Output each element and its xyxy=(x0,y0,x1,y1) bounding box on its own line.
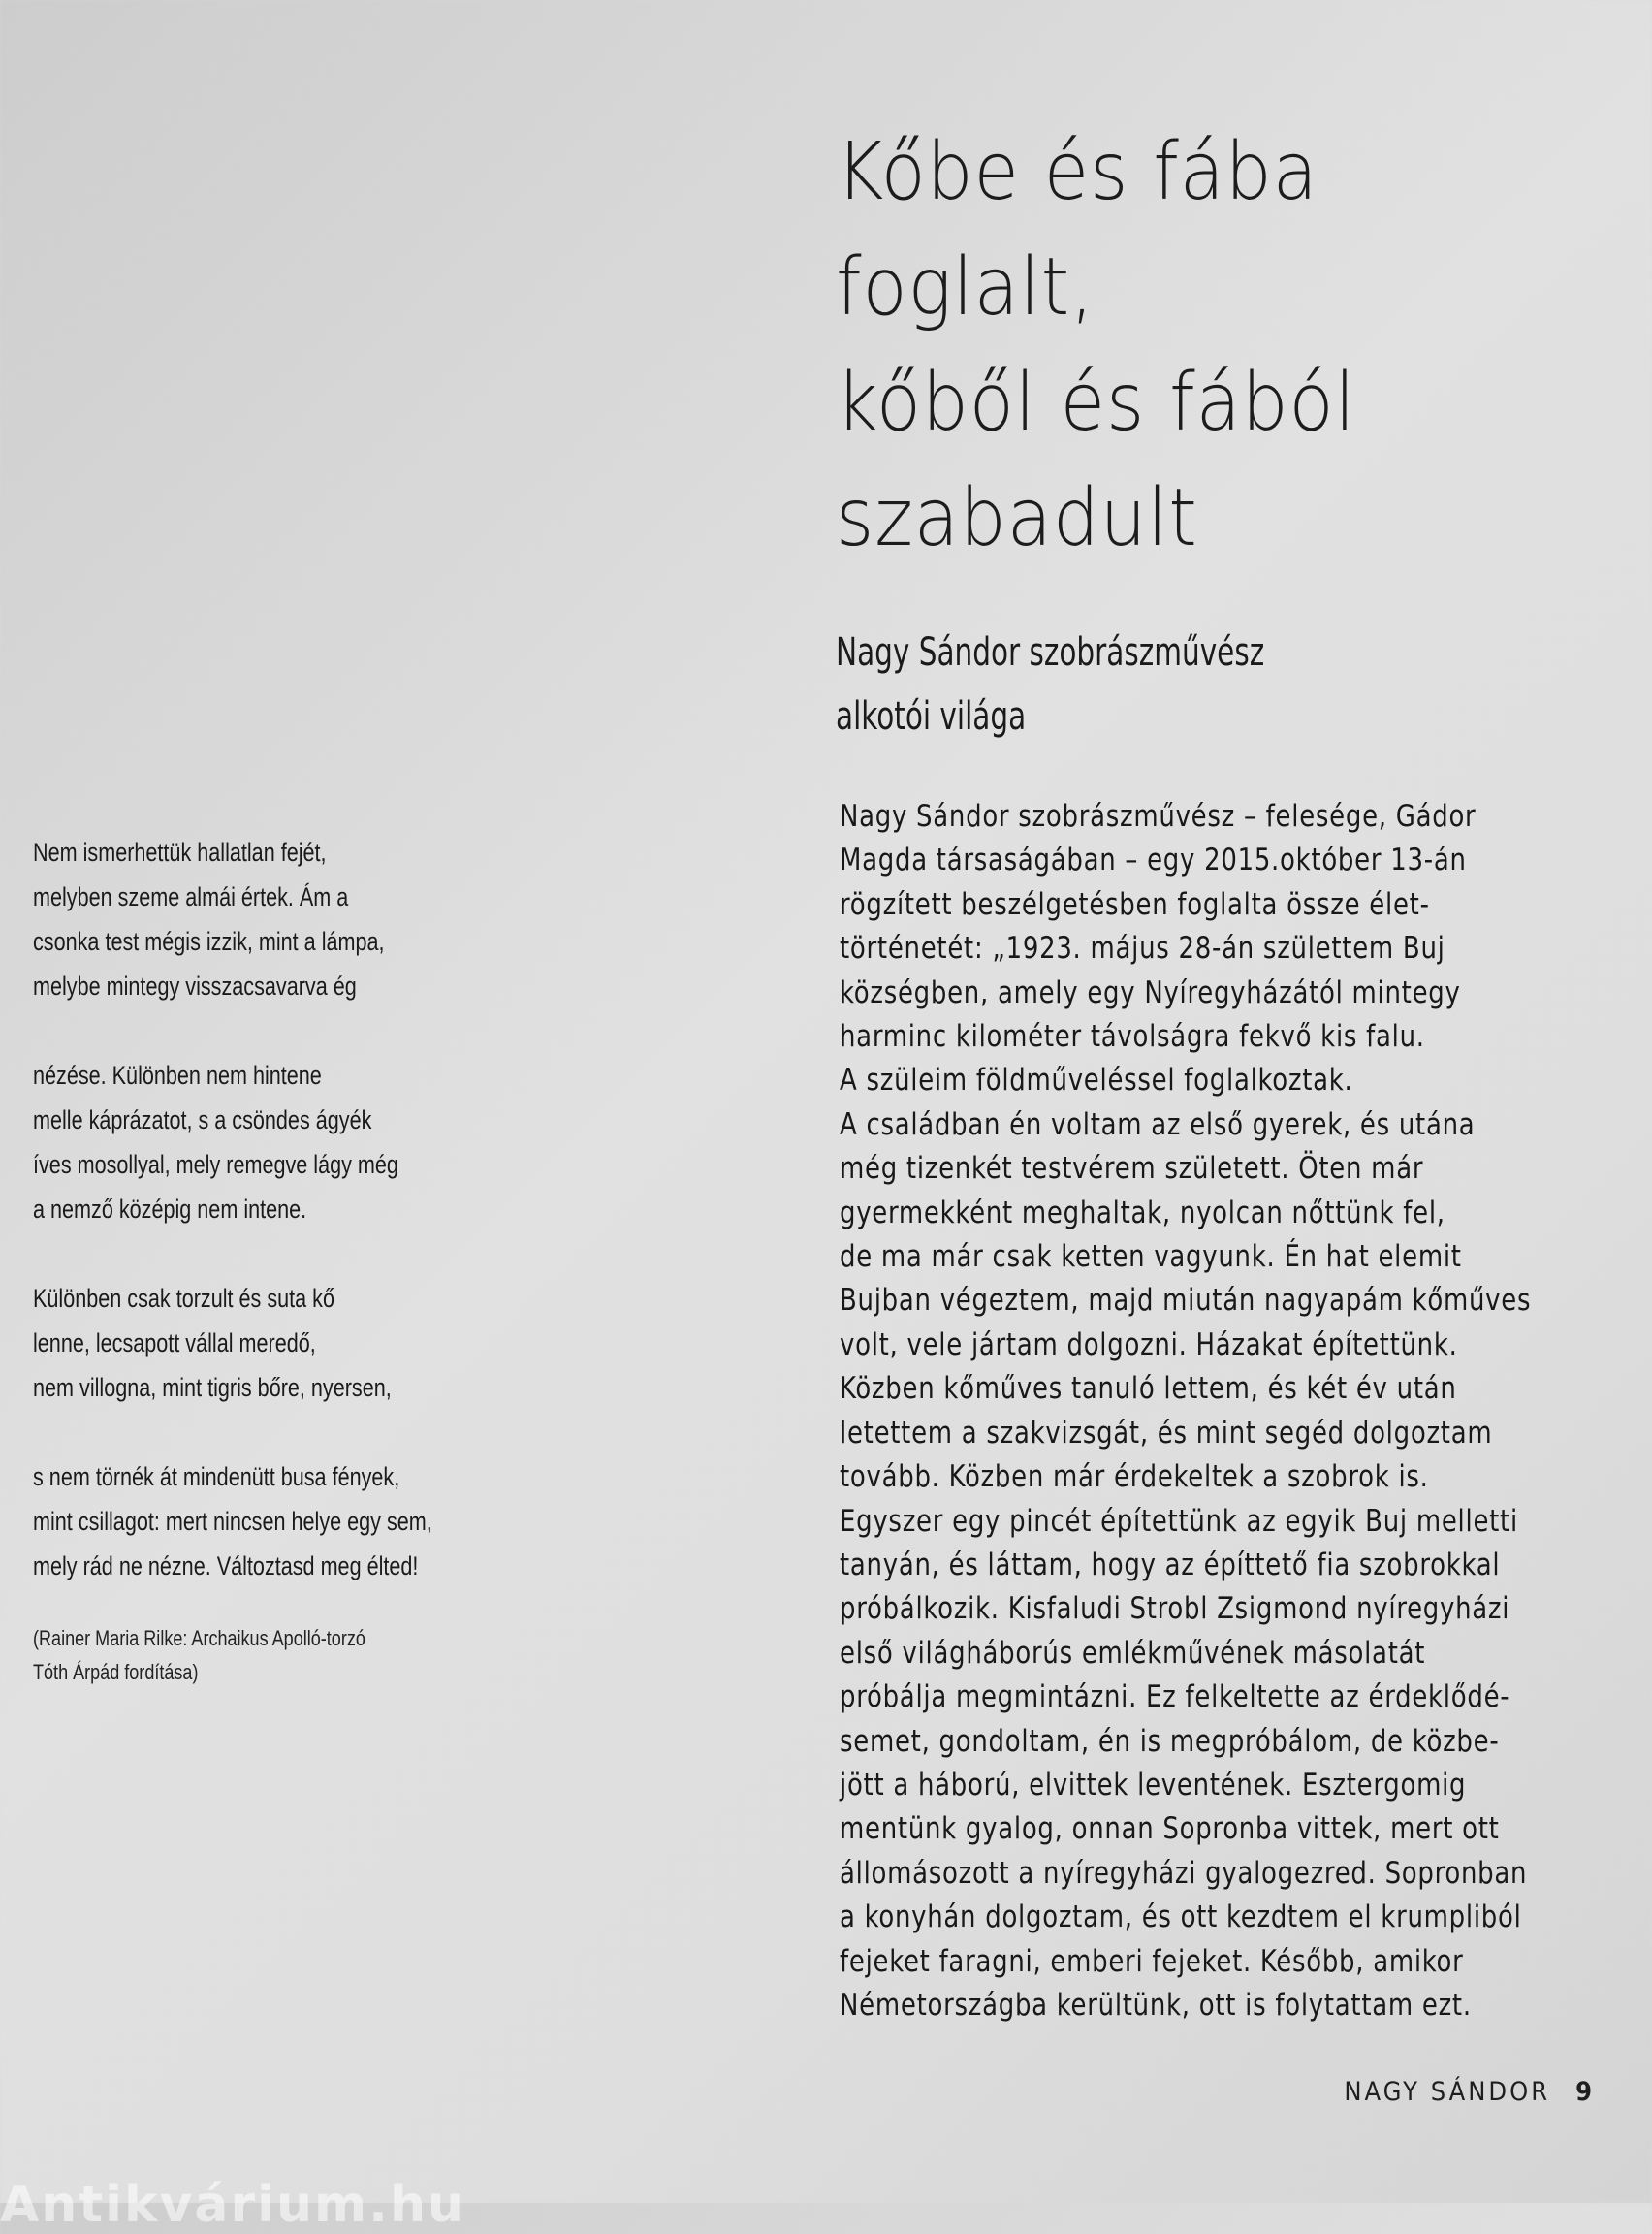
body-line: állomásozott a nyíregyházi gyalogezred. Sopronban xyxy=(840,1855,1528,1891)
body-line: semet, gondoltam, én is megpróbálom, de közbe- xyxy=(840,1723,1500,1759)
poem-line: mely rád ne nézne. Változtasd meg élted! xyxy=(33,1551,419,1580)
body-line: Bujban végeztem, majd miután nagyapám kőműves xyxy=(840,1283,1532,1319)
watermark: Antikvárium.hu xyxy=(0,2176,465,2234)
poem-stanza xyxy=(33,1276,421,1410)
poem-line: lenne, lecsapott vállal meredő, xyxy=(33,1328,316,1357)
poem-line: íves mosollyal, mely remegve lágy még xyxy=(33,1150,398,1179)
title-line: kőből és fából xyxy=(836,357,1356,449)
poem-credit xyxy=(33,1621,430,1689)
poem-stanza xyxy=(33,1053,421,1231)
title-line: szabadult xyxy=(836,472,1198,564)
body-line: a konyhán dolgoztam, és ott kezdtem el krumpliból xyxy=(840,1899,1522,1935)
body-line: letettem a szakvizsgát, és mint segéd dolgoztam xyxy=(840,1415,1493,1451)
body-line: mentünk gyalog, onnan Sopronba vittek, mert ott xyxy=(840,1811,1500,1847)
subtitle-line: alkotói világa xyxy=(836,694,1027,739)
body-line: első világháborús emlékművének másolatát xyxy=(840,1635,1426,1671)
body-line: A szüleim földműveléssel foglalkoztak. xyxy=(840,1063,1353,1099)
poem-line: nem villogna, mint tigris bőre, nyersen, xyxy=(33,1373,392,1402)
poem-line: mint csillagot: mert nincsen helye egy sem, xyxy=(33,1507,432,1536)
body-line: tanyán, és láttam, hogy az építtető fia szobrokkal xyxy=(840,1547,1501,1582)
poem-line: Nem ismerhettük hallatlan fejét, xyxy=(33,838,327,867)
body-line: rögzített beszélgetésben foglalta össze élet- xyxy=(840,886,1430,922)
body-line: fejeket faragni, emberi fejeket. Később, amikor xyxy=(840,1943,1464,1979)
body-line: de ma már csak ketten vagyunk. Én hat elemit xyxy=(840,1239,1462,1275)
body-line: harminc kilométer távolságra fekvő kis falu. xyxy=(840,1019,1425,1055)
credit-line: Tóth Árpád fordítása) xyxy=(33,1660,199,1684)
poem-stanza xyxy=(33,830,421,1008)
subtitle-line: Nagy Sándor szobrászművész xyxy=(836,630,1265,675)
poem-line: s nem törnék át mindenütt busa fények, xyxy=(33,1462,400,1491)
page-footer xyxy=(1344,2077,1592,2107)
body-line: községben, amely egy Nyíregyházától mintegy xyxy=(840,974,1461,1010)
poem-line: melle káprázatot, s a csöndes ágyék xyxy=(33,1105,372,1134)
title-line: foglalt, xyxy=(836,241,1096,334)
poem-line: Különben csak torzult és suta kő xyxy=(33,1284,334,1313)
poem-line: a nemző középig nem intene. xyxy=(33,1195,307,1224)
title-line: Kőbe és fába xyxy=(836,126,1318,218)
body-line: Egyszer egy pincét építettünk az egyik Buj melletti xyxy=(840,1503,1518,1539)
body-line: próbálja megmintázni. Ez felkeltette az érdeklődé- xyxy=(840,1679,1510,1715)
body-line: történetét: „1923. május 28-án születtem Buj xyxy=(840,931,1446,967)
article-title xyxy=(836,114,1513,576)
poem-line: melyben szeme almái értek. Ám a xyxy=(33,882,349,911)
body-paragraph xyxy=(840,795,1532,2027)
body-line: A családban én voltam az első gyerek, és utána xyxy=(840,1106,1476,1142)
poem-quote xyxy=(33,830,432,1588)
credit-line: (Rainer Maria Rilke: Archaikus Apolló-torzó xyxy=(33,1626,365,1650)
poem-line: nézése. Különben nem hintene xyxy=(33,1061,322,1090)
poem-line: csonka test mégis izzik, mint a lámpa, xyxy=(33,927,385,956)
footer-author: NAGY SÁNDOR xyxy=(1344,2077,1551,2107)
poem-line: melybe mintegy visszacsavarva ég xyxy=(33,972,357,1001)
body-line: jött a háború, elvittek leventének. Esztergomig xyxy=(840,1767,1467,1803)
article-subtitle xyxy=(836,621,1392,749)
body-line: Nagy Sándor szobrászművész – felesége, Gádor xyxy=(840,799,1477,834)
body-line: Magda társaságában – egy 2015.október 13-án xyxy=(840,843,1467,878)
body-line: Közben kőműves tanuló lettem, és két év után xyxy=(840,1371,1457,1407)
poem-stanza xyxy=(33,1454,432,1588)
body-line: gyermekként meghaltak, nyolcan nőttünk fel, xyxy=(840,1195,1446,1230)
body-line: tovább. Közben már érdekeltek a szobrok is. xyxy=(840,1459,1429,1495)
page-number: 9 xyxy=(1575,2077,1592,2107)
body-line: volt, vele jártam dolgozni. Házakat építettünk. xyxy=(840,1326,1458,1362)
body-line: még tizenkét testvérem született. Öten már xyxy=(840,1151,1424,1187)
body-line: Németországba kerültünk, ott is folytattam ezt. xyxy=(840,1987,1472,2023)
body-line: próbálkozik. Kisfaludi Strobl Zsigmond nyíregyházi xyxy=(840,1591,1510,1627)
